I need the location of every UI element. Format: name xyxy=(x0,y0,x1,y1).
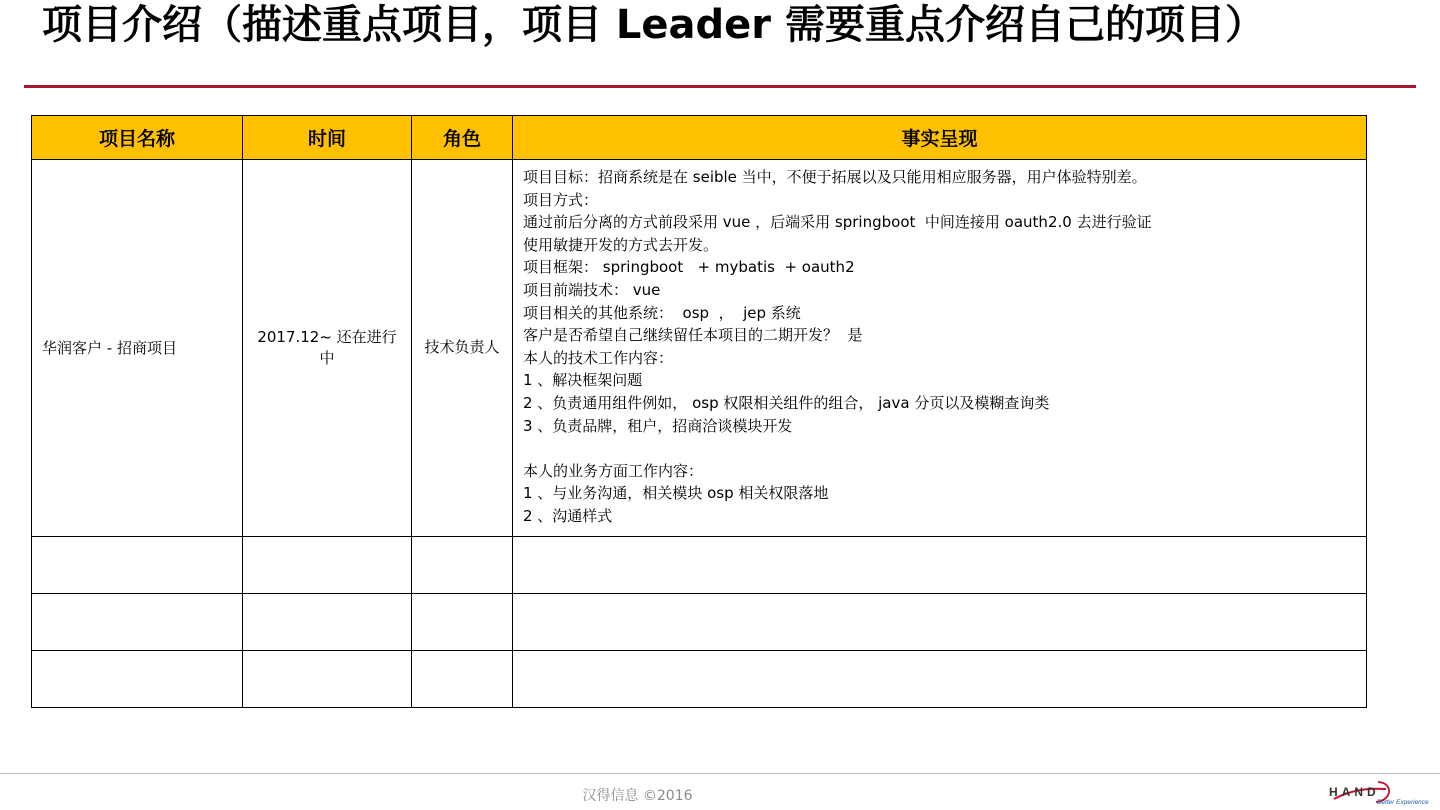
header-project-name: 项目名称 xyxy=(32,116,243,160)
table-header-row xyxy=(32,116,1367,160)
fact-line: 1 、解决框架问题 xyxy=(523,371,643,390)
empty-cell xyxy=(243,536,412,593)
fact-line: 通过前后分离的方式前段采用 vue ，后端采用 springboot 中间连接用 oauth2.0 去进行验证 xyxy=(523,213,1152,232)
fact-line: 本人的业务方面工作内容： xyxy=(523,461,704,480)
header-role: 角色 xyxy=(412,116,513,160)
header-time: 时间 xyxy=(243,116,412,160)
fact-line: 使用敏捷开发的方式去开发。 xyxy=(523,235,719,254)
page-title: 项目介绍（描述重点项目，项目 Leader 需要重点介绍自己的项目） xyxy=(42,2,1265,48)
table-row xyxy=(32,160,1367,537)
fact-line: 2 、负责通用组件例如， osp 权限相关组件的组合， java 分页以及模糊查询类 xyxy=(523,393,1050,412)
fact-line: 项目前端技术： vue xyxy=(523,280,661,299)
header-facts: 事实呈现 xyxy=(513,116,1367,160)
fact-line-blank xyxy=(523,437,1356,460)
footer-divider xyxy=(0,773,1440,774)
empty-cell xyxy=(32,536,243,593)
cell-project-name: 华润客户 - 招商项目 xyxy=(32,160,243,537)
logo-tagline: Better Experience xyxy=(1377,799,1429,806)
cell-role: 技术负责人 xyxy=(412,160,513,537)
empty-cell xyxy=(513,536,1367,593)
fact-line: 项目目标：招商系统是在 seible 当中，不便于拓展以及只能用相应服务器，用户体验特别差。 xyxy=(523,168,1147,186)
footer-copyright: 汉得信息 ©2016 xyxy=(582,788,693,804)
table-row-empty xyxy=(32,536,1367,593)
table-row-empty xyxy=(32,650,1367,707)
empty-cell xyxy=(513,650,1367,707)
empty-cell xyxy=(412,593,513,650)
fact-line: 2 、沟通样式 xyxy=(523,506,613,525)
empty-cell xyxy=(243,650,412,707)
fact-line: 3 、负责品牌，租户，招商洽谈模块开发 xyxy=(523,416,793,435)
empty-cell xyxy=(513,593,1367,650)
fact-line: 客户是否希望自己继续留任本项目的二期开发？ 是 xyxy=(523,326,863,345)
empty-cell xyxy=(412,650,513,707)
fact-line: 1 、与业务沟通，相关模块 osp 相关权限落地 xyxy=(523,484,829,503)
table-row-empty xyxy=(32,593,1367,650)
logo-brand: HAND xyxy=(1329,785,1380,799)
empty-cell xyxy=(32,650,243,707)
fact-line: 项目方式： xyxy=(523,190,599,209)
empty-cell xyxy=(32,593,243,650)
fact-line: 本人的技术工作内容： xyxy=(523,348,674,367)
empty-cell xyxy=(412,536,513,593)
cell-time: 2017.12~ 还在进行中 xyxy=(243,160,412,537)
cell-facts xyxy=(513,160,1367,537)
project-table xyxy=(31,115,1367,708)
title-divider xyxy=(24,85,1416,88)
fact-line: 项目框架： springboot + mybatis + oauth2 xyxy=(523,258,855,277)
empty-cell xyxy=(243,593,412,650)
fact-line: 项目相关的其他系统： osp ， jep 系统 xyxy=(523,303,801,322)
hand-logo xyxy=(1326,777,1440,807)
